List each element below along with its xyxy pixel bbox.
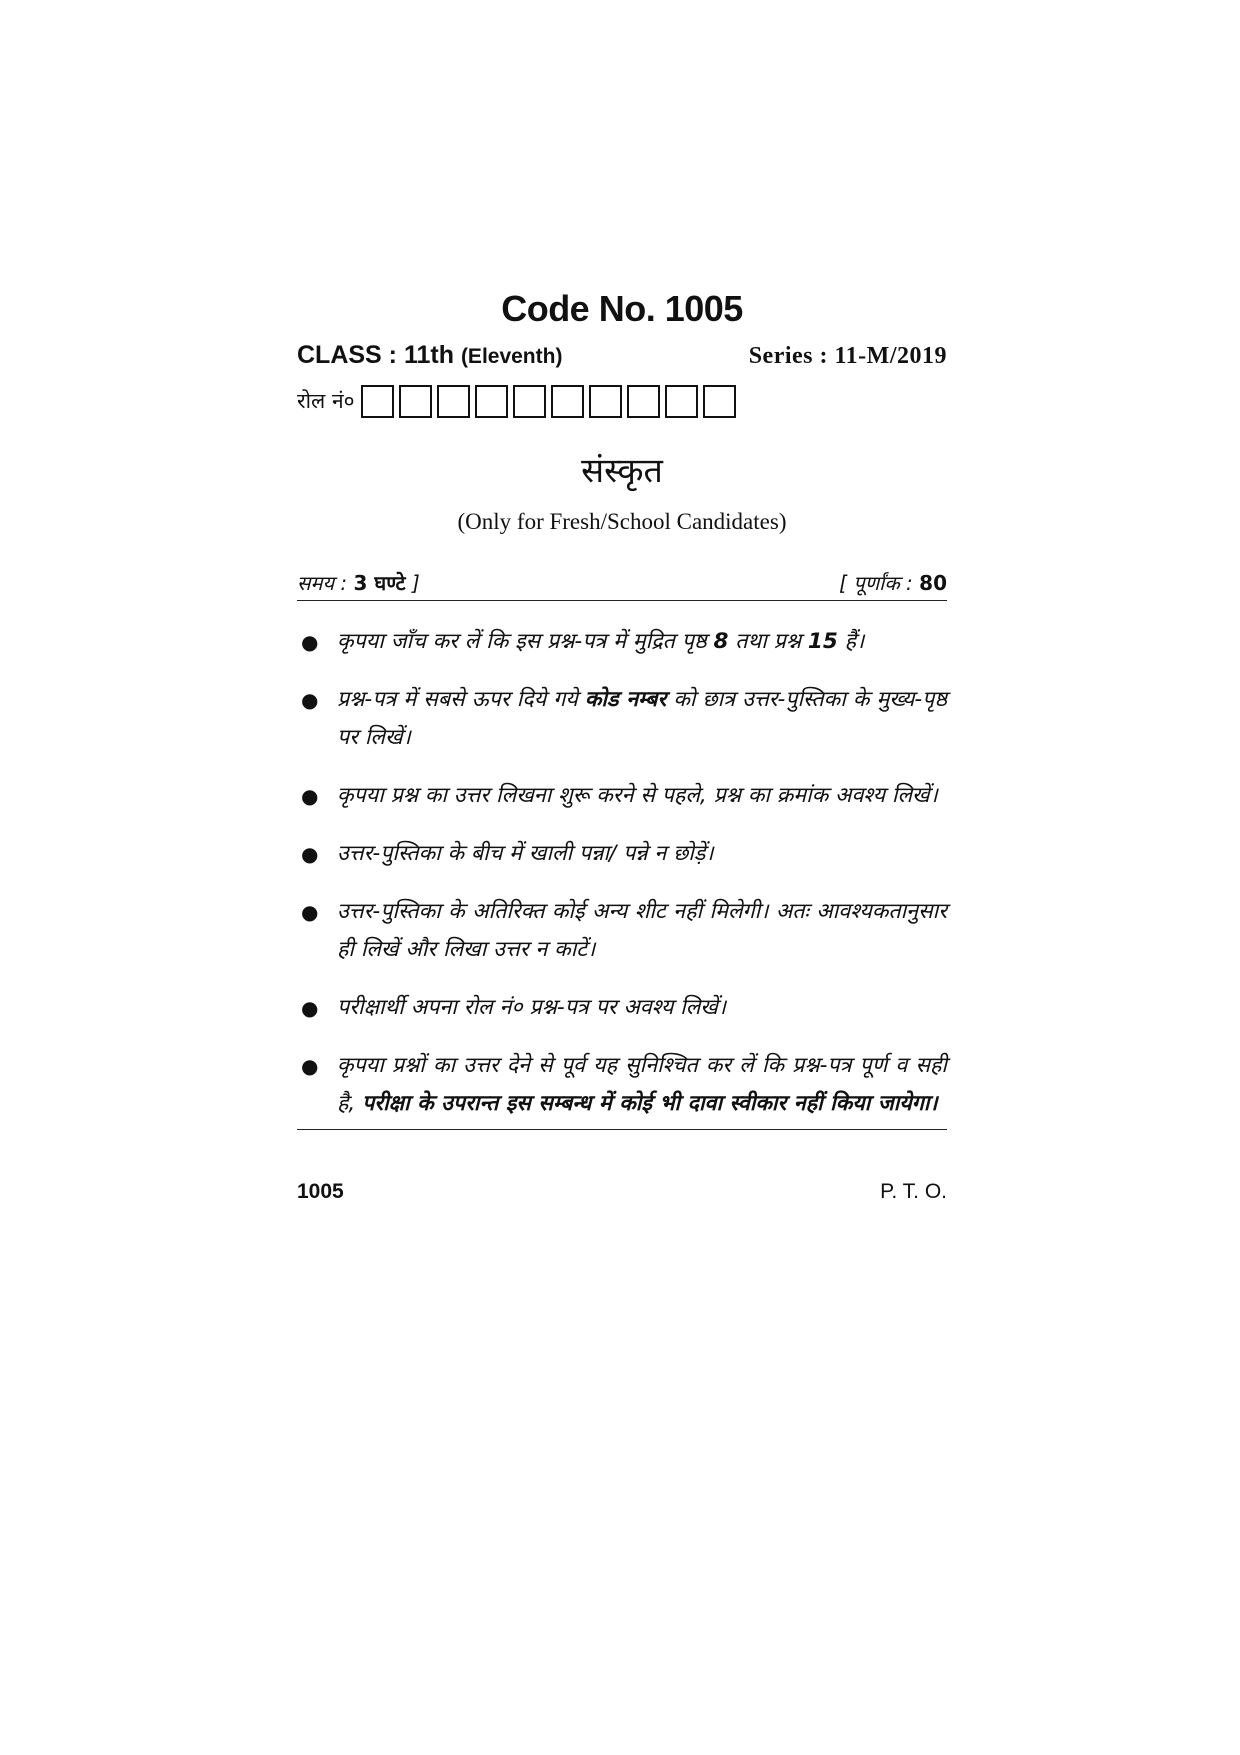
roll-number-box[interactable] xyxy=(475,385,508,418)
instruction-emphasis: कोड नम्बर xyxy=(584,687,667,712)
instruction-item xyxy=(297,681,947,757)
instruction-text: उत्तर-पुस्तिका के बीच में खाली पन्ना/ पन्ने न छोड़ें। xyxy=(337,841,714,866)
instruction-text: को छात्र उत्तर-पुस्तिका के मुख्य-पृष्ठ पर लिखें। xyxy=(337,687,947,750)
instruction-text: तथा प्रश्न xyxy=(728,629,808,654)
instruction-item xyxy=(297,893,947,969)
marks-label: [ पूर्णांक : xyxy=(839,571,920,595)
roll-number-box[interactable] xyxy=(399,385,432,418)
instruction-text: कृपया जाँच कर लें कि इस प्रश्न-पत्र में मुद्रित पृष्ठ xyxy=(337,629,714,654)
bullet-icon: ● xyxy=(301,630,319,654)
page-footer xyxy=(297,1180,947,1204)
subject-note: (Only for Fresh/School Candidates) xyxy=(457,509,787,534)
max-marks xyxy=(839,569,947,596)
bullet-icon: ● xyxy=(301,688,319,712)
roll-number-box[interactable] xyxy=(703,385,736,418)
instruction-item xyxy=(297,623,947,661)
roll-number-box[interactable] xyxy=(665,385,698,418)
pto-label: P. T. O. xyxy=(880,1180,947,1203)
time-label: समय : xyxy=(297,571,354,595)
series-label: Series : 11-M/2019 xyxy=(748,343,947,369)
time-allowed xyxy=(297,569,420,596)
instruction-text: हैं। xyxy=(837,629,865,654)
instruction-text: उत्तर-पुस्तिका के अतिरिक्त कोई अन्य शीट नहीं मिलेगी। अतः आवश्यकतानुसार ही लिखें और लिखा उत्तर न काटें। xyxy=(337,899,947,962)
instruction-text: कृपया प्रश्नों का उत्तर देने से पूर्व यह सुनिश्चित कर लें कि प्रश्न-पत्र पूर्ण व सही है, xyxy=(337,1053,947,1116)
time-close-bracket: ] xyxy=(405,571,420,595)
instruction-text: प्रश्न-पत्र में सबसे ऊपर दिये गये xyxy=(337,687,585,712)
instruction-item xyxy=(297,1047,947,1123)
instruction-text: कृपया प्रश्न का उत्तर लिखना शुरू करने से पहले, प्रश्न का क्रमांक अवश्य लिखें। xyxy=(337,783,938,808)
question-paper-cover xyxy=(297,285,947,1204)
instruction-emphasis: 8 xyxy=(713,629,729,654)
instruction-text: परीक्षार्थी अपना रोल नं० प्रश्न-पत्र पर अवश्य लिखें। xyxy=(337,995,727,1020)
marks-value: 80 xyxy=(919,571,947,595)
bottom-divider xyxy=(297,1129,947,1130)
subject-title: संस्कृत xyxy=(581,451,663,491)
bullet-icon: ● xyxy=(301,842,319,866)
roll-number-box[interactable] xyxy=(513,385,546,418)
instructions-list xyxy=(297,623,947,1123)
class-sub-label: (Eleventh) xyxy=(460,345,563,368)
time-value: 3 घण्टे xyxy=(353,571,406,595)
footer-code: 1005 xyxy=(297,1180,344,1203)
roll-number-box[interactable] xyxy=(589,385,622,418)
roll-number-box[interactable] xyxy=(551,385,584,418)
bullet-icon: ● xyxy=(301,1054,319,1078)
roll-number-box[interactable] xyxy=(627,385,660,418)
roll-number-boxes xyxy=(361,385,741,418)
roll-number-row xyxy=(297,381,947,421)
instruction-item xyxy=(297,777,947,815)
instruction-emphasis: 15 xyxy=(807,629,838,654)
class-info xyxy=(297,341,562,370)
roll-number-box[interactable] xyxy=(361,385,394,418)
instruction-emphasis: परीक्षा के उपरान्त इस सम्बन्ध में कोई भी दावा स्वीकार नहीं किया जायेगा। xyxy=(362,1091,938,1116)
class-label: CLASS : 11th xyxy=(297,341,454,369)
roll-number-box[interactable] xyxy=(437,385,470,418)
class-series-row xyxy=(297,341,947,375)
bullet-icon: ● xyxy=(301,784,319,808)
bullet-icon: ● xyxy=(301,996,319,1020)
time-marks-row xyxy=(297,569,947,601)
instruction-item xyxy=(297,835,947,873)
code-number-title: Code No. 1005 xyxy=(501,288,743,329)
bullet-icon: ● xyxy=(301,900,319,924)
instruction-item xyxy=(297,989,947,1027)
roll-number-label: रोल नं० xyxy=(297,389,355,413)
